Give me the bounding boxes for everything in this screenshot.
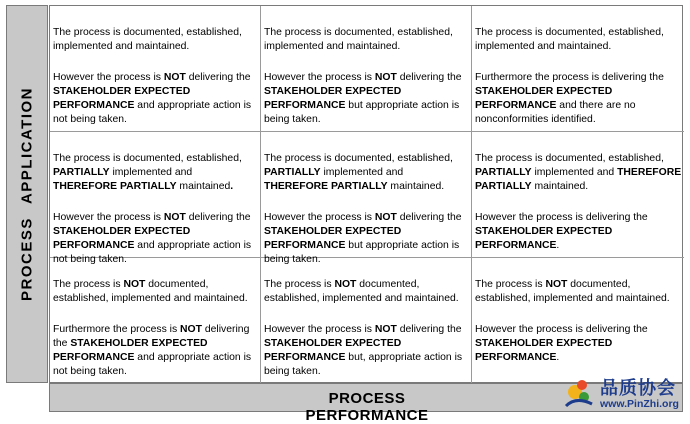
emphasis-text: STAKEHOLDER EXPECTED PERFORMANCE <box>264 338 402 363</box>
cell-statement-performance <box>475 323 682 365</box>
emphasis-text: PARTIALLY <box>53 167 110 178</box>
cell-statement-performance <box>475 211 682 253</box>
emphasis-text: NOT <box>374 324 397 335</box>
grid-cell <box>261 132 472 265</box>
statement-text: and appropriate action is not being taken. <box>53 100 252 125</box>
emphasis-text: NOT <box>123 279 146 290</box>
statement-text: implemented and <box>320 167 404 178</box>
statement-text: The process is documented, established, <box>264 153 453 164</box>
cell-statement-application <box>53 152 258 194</box>
statement-text: documented, established, implemented and maintained. <box>475 279 670 304</box>
pinzhi-logo-icon <box>562 376 596 410</box>
statement-text: . <box>556 352 560 363</box>
statement-text: but appropriate action is being taken. <box>264 240 460 265</box>
cell-statement-application <box>264 152 469 194</box>
statement-text: maintained. <box>387 181 445 192</box>
statement-text: but appropriate action is being taken. <box>264 100 460 125</box>
statement-text: . <box>556 240 560 251</box>
emphasis-text: NOT <box>163 72 186 83</box>
y-axis-label: PROCESS APPLICATION <box>18 86 36 302</box>
statement-text: delivering the <box>53 324 250 349</box>
grid-cell <box>472 258 684 384</box>
emphasis-text: STAKEHOLDER EXPECTED PERFORMANCE <box>475 338 613 363</box>
emphasis-text: . <box>230 181 234 192</box>
cell-statement-application <box>475 152 682 194</box>
emphasis-text: PARTIALLY <box>475 167 532 178</box>
cell-statement-performance <box>53 323 258 379</box>
emphasis-text: THEREFORE PARTIALLY <box>53 181 177 192</box>
statement-text: The process is documented, established, implemented and maintained. <box>475 27 664 52</box>
maturity-grid <box>49 5 683 383</box>
grid-cell <box>50 6 261 132</box>
statement-text: delivering the <box>185 72 251 83</box>
statement-text: documented, established, implemented and maintained. <box>264 279 459 304</box>
statement-text: The process is <box>475 279 546 290</box>
watermark-brand: 品质协会 <box>600 378 676 399</box>
y-axis-band <box>6 5 48 383</box>
grid-cell <box>50 132 261 265</box>
emphasis-text: STAKEHOLDER EXPECTED PERFORMANCE <box>264 226 402 251</box>
statement-text: The process is <box>53 279 124 290</box>
grid-cell <box>50 258 261 384</box>
emphasis-text: NOT <box>163 212 186 223</box>
emphasis-text: STAKEHOLDER EXPECTED PERFORMANCE <box>53 338 208 363</box>
cell-statement-application <box>264 278 469 306</box>
statement-text: maintained. <box>531 181 589 192</box>
grid-cell <box>261 6 472 132</box>
cell-statement-performance <box>264 71 469 127</box>
statement-text: delivering the <box>185 212 251 223</box>
emphasis-text: STAKEHOLDER EXPECTED PERFORMANCE <box>53 226 191 251</box>
statement-text: The process is documented, established, implemented and maintained. <box>53 27 242 52</box>
statement-text: and there are no nonconformities identified. <box>475 100 636 125</box>
statement-text: However the process is <box>264 72 375 83</box>
cell-statement-performance <box>264 323 469 379</box>
statement-text: Furthermore the process is <box>53 324 181 335</box>
emphasis-text: PARTIALLY <box>264 167 321 178</box>
cell-statement-application <box>475 26 682 54</box>
statement-text: However the process is delivering the <box>475 324 648 335</box>
cell-statement-application <box>475 278 682 306</box>
statement-text: implemented and <box>531 167 618 178</box>
emphasis-text: NOT <box>374 212 397 223</box>
emphasis-text: STAKEHOLDER EXPECTED PERFORMANCE <box>475 86 613 111</box>
cell-statement-application <box>53 26 258 54</box>
emphasis-text: STAKEHOLDER EXPECTED PERFORMANCE <box>475 226 613 251</box>
statement-text: implemented and <box>109 167 193 178</box>
statement-text: However the process is <box>53 72 164 83</box>
statement-text: However the process is <box>53 212 164 223</box>
emphasis-text: NOT <box>334 279 357 290</box>
grid-cell <box>261 258 472 384</box>
statement-text: However the process is <box>264 324 375 335</box>
watermark-logo <box>562 374 686 414</box>
grid-cell <box>472 6 684 132</box>
x-axis-label: PROCESS PERFORMANCE <box>305 390 429 424</box>
emphasis-text: NOT <box>374 72 397 83</box>
emphasis-text: STAKEHOLDER EXPECTED PERFORMANCE <box>264 86 402 111</box>
emphasis-text: STAKEHOLDER EXPECTED PERFORMANCE <box>53 86 191 111</box>
grid-cell <box>472 132 684 258</box>
cell-statement-application <box>53 278 258 306</box>
statement-text: However the process is delivering the <box>475 212 648 223</box>
statement-text: delivering the <box>396 212 462 223</box>
statement-text: The process is <box>264 279 335 290</box>
emphasis-text: NOT <box>180 324 202 335</box>
statement-text: documented, established, implemented and maintained. <box>53 279 248 304</box>
statement-text: but, appropriate action is being taken. <box>264 352 463 377</box>
statement-text: and appropriate action is not being taken. <box>53 240 252 265</box>
statement-text: The process is documented, established, <box>475 153 664 164</box>
emphasis-text: THEREFORE PARTIALLY <box>475 167 682 192</box>
cell-statement-performance <box>475 71 682 127</box>
statement-text: The process is documented, established, implemented and maintained. <box>264 27 453 52</box>
cell-statement-performance <box>53 71 258 127</box>
emphasis-text: NOT <box>545 279 568 290</box>
statement-text: The process is documented, established, <box>53 153 242 164</box>
statement-text: However the process is <box>264 212 375 223</box>
cell-statement-application <box>264 26 469 54</box>
statement-text: delivering the <box>396 72 462 83</box>
emphasis-text: THEREFORE PARTIALLY <box>264 181 388 192</box>
watermark-url: www.PinZhi.org <box>600 398 679 410</box>
statement-text: Furthermore the process is delivering the <box>475 72 664 83</box>
statement-text: delivering the <box>396 324 462 335</box>
statement-text: and appropriate action is not being taken. <box>53 352 252 377</box>
statement-text: maintained <box>176 181 231 192</box>
